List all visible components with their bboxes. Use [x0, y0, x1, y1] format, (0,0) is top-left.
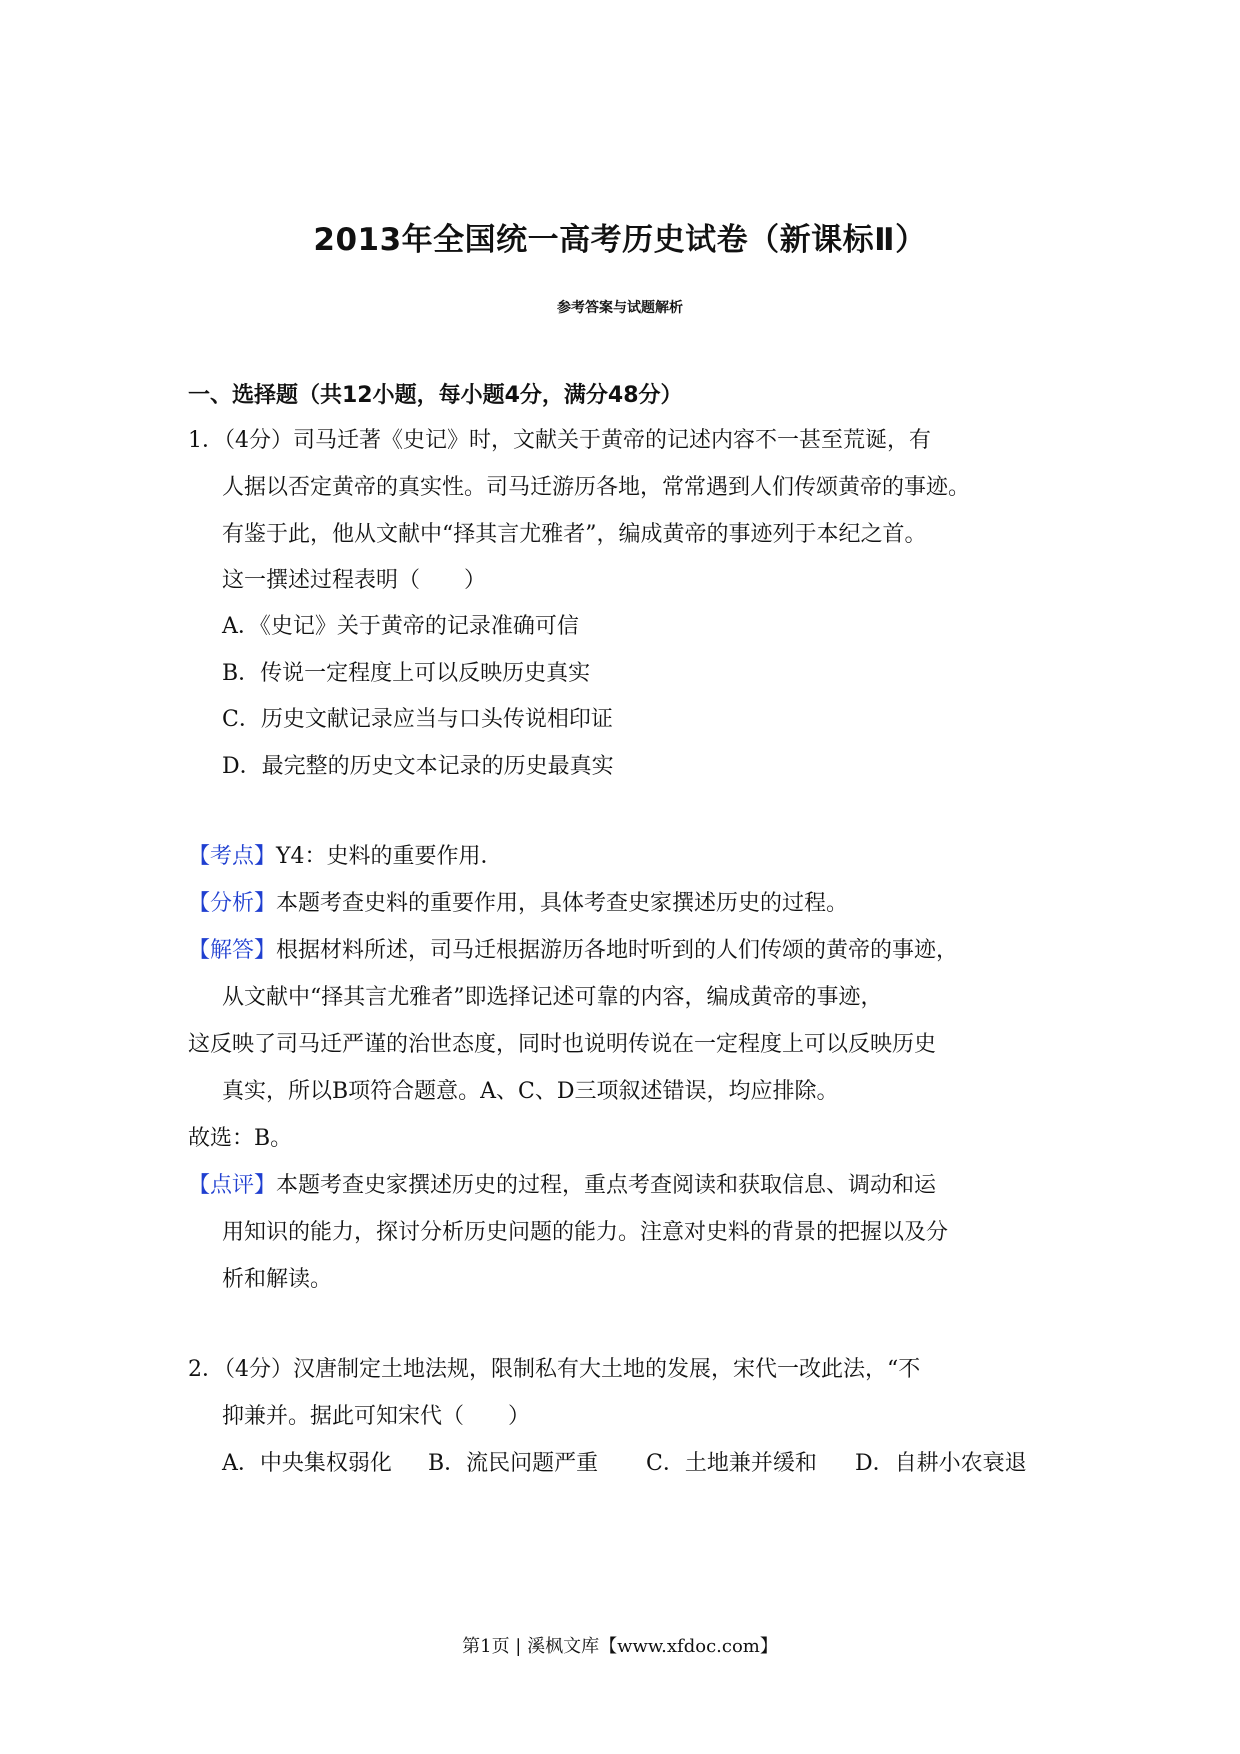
page-footer: 第1页 | 溪枫文库【www.xfdoc.com】 — [462, 1636, 778, 1657]
jieda-label: 【解答】 — [188, 938, 277, 963]
dianping-line-1: 本题考查史家撰述历史的过程，重点考查阅读和获取信息、调动和运 — [276, 1173, 937, 1198]
question-2-line-2: 抑兼并。据此可知宋代（ ） — [222, 1404, 531, 1429]
question-2-option-a: A．中央集权弱化 — [222, 1451, 392, 1476]
fenxi-row — [188, 886, 848, 917]
question-1-line-4: 这一撰述过程表明（ ） — [222, 568, 487, 593]
dianping-line-3: 析和解读。 — [222, 1267, 333, 1292]
jieda-line-3: 这反映了司马迁严谨的治世态度，同时也说明传说在一定程度上可以反映历史 — [188, 1032, 937, 1057]
question-1-option-c: C．历史文献记录应当与口头传说相印证 — [222, 707, 613, 732]
kaodian-label: 【考点】 — [188, 844, 277, 869]
kaodian-row — [188, 839, 503, 870]
document-title: 2013年全国统一高考历史试卷（新课标Ⅱ） — [313, 222, 927, 258]
jieda-row — [188, 933, 958, 964]
question-1-line-2: 人据以否定黄帝的真实性。司马迁游历各地，常常遇到人们传颂黄帝的事迹。 — [222, 475, 971, 500]
fenxi-text: 本题考查史料的重要作用，具体考查史家撰述历史的过程。 — [276, 891, 849, 916]
question-1-option-a: A．《史记》关于黄帝的记录准确可信 — [222, 614, 579, 639]
question-2-option-d: D．自耕小农衰退 — [855, 1451, 1027, 1476]
fenxi-label: 【分析】 — [188, 891, 277, 916]
question-2-option-b: B．流民问题严重 — [428, 1451, 599, 1476]
dianping-label: 【点评】 — [188, 1173, 277, 1198]
dianping-line-2: 用知识的能力，探讨分析历史问题的能力。注意对史料的背景的把握以及分 — [222, 1220, 949, 1245]
question-1-option-d: D．最完整的历史文本记录的历史最真实 — [222, 754, 614, 779]
question-1-option-b: B．传说一定程度上可以反映历史真实 — [222, 661, 591, 686]
kaodian-text: Y4：史料的重要作用． — [276, 844, 503, 869]
jieda-line-2: 从文献中“择其言尤雅者”即选择记述可靠的内容，编成黄帝的事迹， — [222, 985, 883, 1010]
section-heading: 一、选择题（共12小题，每小题4分，满分48分） — [188, 383, 683, 408]
question-2-option-c: C．土地兼并缓和 — [646, 1451, 817, 1476]
question-1-line-3: 有鉴于此，他从文献中“择其言尤雅者”，编成黄帝的事迹列于本纪之首。 — [222, 522, 927, 547]
question-1-line-1: 1．（4分）司马迁著《史记》时，文献关于黄帝的记述内容不一甚至荒诞，有 — [188, 428, 931, 453]
jieda-line-1: 根据材料所述，司马迁根据游历各地时听到的人们传颂的黄帝的事迹， — [276, 938, 959, 963]
dianping-row — [188, 1168, 936, 1199]
answer-line: 故选：B。 — [188, 1126, 293, 1151]
jieda-line-4: 真实，所以B项符合题意。A、C、D三项叙述错误，均应排除。 — [222, 1079, 839, 1104]
document-subtitle: 参考答案与试题解析 — [557, 300, 683, 316]
question-2-line-1: 2．（4分）汉唐制定土地法规，限制私有大土地的发展，宋代一改此法，“不 — [188, 1357, 921, 1382]
